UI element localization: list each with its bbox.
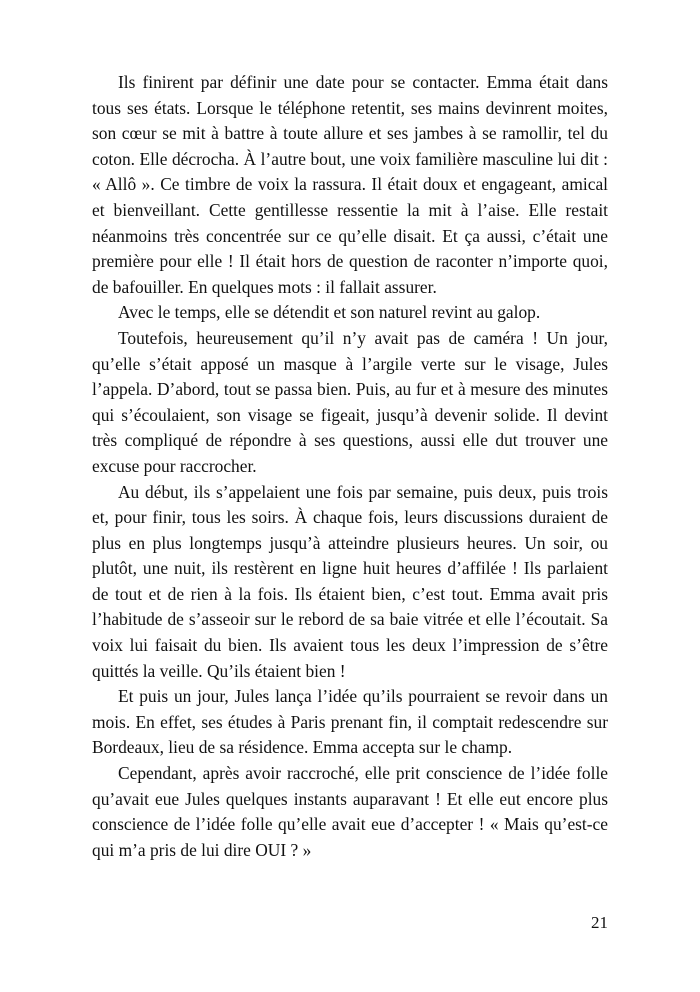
paragraph-2: Avec le temps, elle se détendit et son naturel revint au galop. [118,302,541,323]
paragraph-5: Et puis un jour, Jules lança l’idée qu’ils pourraient se revoir dans un mois. En effet, ses études à Paris prenant fin, il comptait redescendre sur Bordeaux, lieu de sa résidence. Emma accepta sur le champ. [92,686,608,758]
page-number: 21 [591,913,608,932]
page-body [92,70,608,863]
paragraph-3: Toutefois, heureusement qu’il n’y avait pas de caméra ! Un jour, qu’elle s’était apposé un masque à l’argile verte sur le visage, Jules l’appela. D’abord, tout se passa bien. Puis, au fur et à mesure des minutes qui s’écoulaient, son visage se figeait, jusqu’à devenir solide. Il devint très compliqué de répondre à ses questions, aussi elle dut trouver une excuse pour raccrocher. [92,327,608,476]
paragraph-6: Cependant, après avoir raccroché, elle prit conscience de l’idée folle qu’avait eue Jules quelques instants auparavant ! Et elle eut encore plus conscience de l’idée folle qu’elle avait eue d’accepter ! « Mais qu’est-ce qui m’a pris de lui dire OUI ? » [92,763,608,860]
paragraph-1: Ils finirent par définir une date pour se contacter. Emma était dans tous ses états. Lorsque le téléphone retentit, ses mains devinrent moites, son cœur se mit à battre à toute allure et ses jambes à se ramollir, tel du coton. Elle décrocha. À l’autre bout, une voix familière masculine lui dit : « Allô ». Ce timbre de voix la rassura. Il était doux et engageant, amical et bienveillant. Cette gentillesse ressentie la mit à l’aise. Elle restait néanmoins très concentrée sur ce qu’elle disait. Et ça aussi, c’était une première pour elle ! Il était hors de question de raconter n’importe quoi, de bafouiller. En quelques mots : il fallait assurer. [92,72,608,297]
paragraph-4: Au début, ils s’appelaient une fois par semaine, puis deux, puis trois et, pour finir, tous les soirs. À chaque fois, leurs discussions duraient de plus en plus longtemps jusqu’à atteindre plusieurs heures. Un soir, ou plutôt, une nuit, ils restèrent en ligne huit heures d’affilée ! Ils parlaient de tout et de rien à la fois. Ils étaient bien, c’est tout. Emma avait pris l’habitude de s’asseoir sur le rebord de sa baie vitrée et elle l’écoutait. Sa voix lui faisait du bien. Ils avaient tous les deux l’impression de s’être quittés la veille. Qu’ils étaient bien ! [92,481,608,681]
